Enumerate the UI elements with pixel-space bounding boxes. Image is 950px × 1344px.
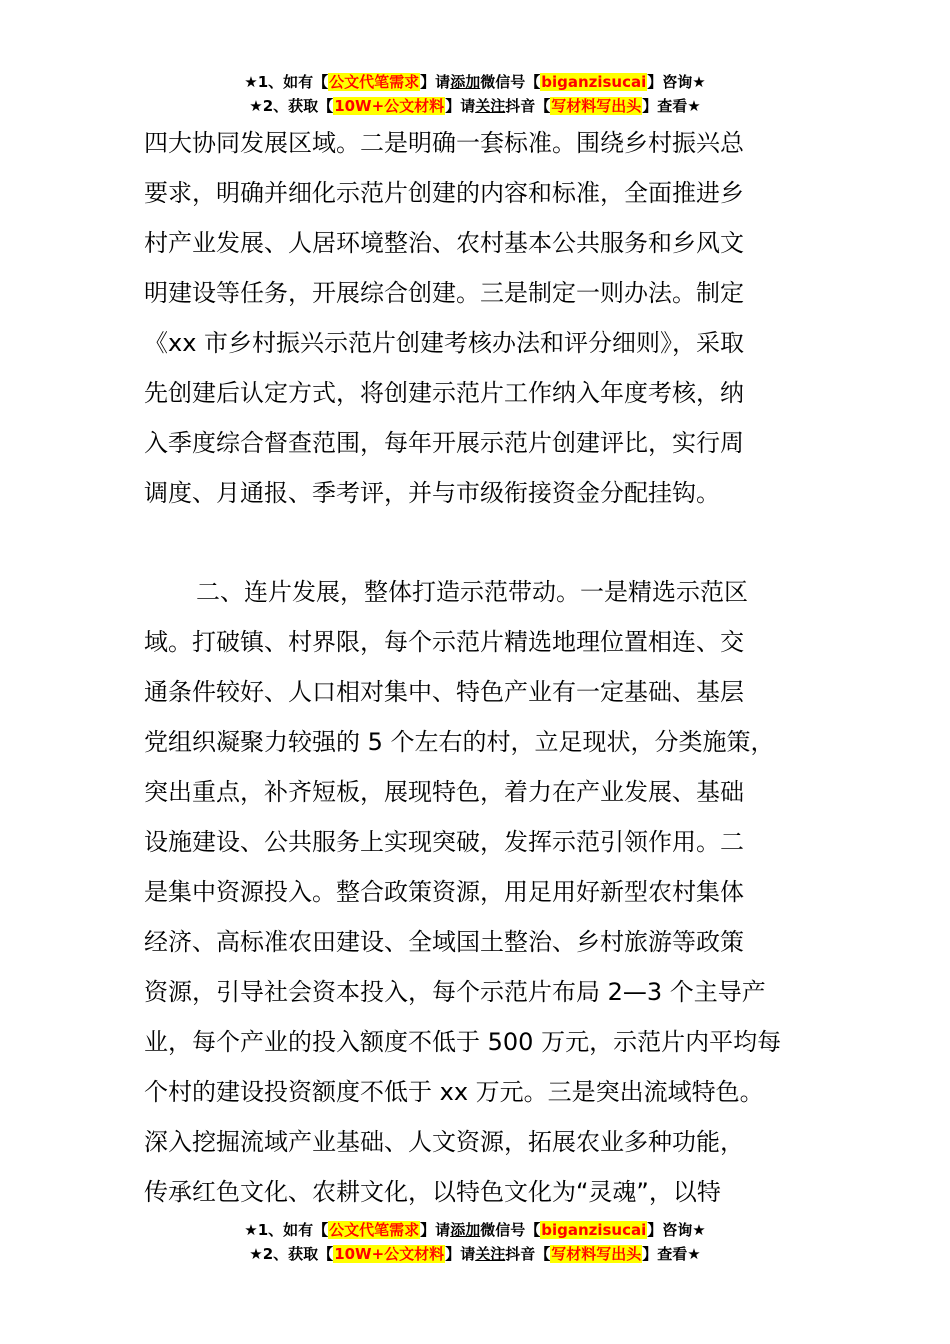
banner-text: ★2、获取【	[249, 1245, 334, 1263]
highlight-ghostwriting: 公文代笔需求	[329, 1221, 420, 1239]
text-line: 资源，引导社会资本投入，每个示范片布局 2—3 个主导产	[144, 978, 766, 1006]
text-line: 通条件较好、人口相对集中、特色产业有一定基础、基层	[144, 678, 744, 706]
text-line: 党组织凝聚力较强的 5 个左右的村，立足现状，分类施策，	[144, 728, 775, 756]
text-line: 域。打破镇、村界限，每个示范片精选地理位置相连、交	[144, 628, 744, 656]
text-line: 村产业发展、人居环境整治、农村基本公共服务和乡风文	[144, 229, 744, 257]
text-line: 《xx 市乡村振兴示范片创建考核办法和评分细则》，采取	[144, 329, 745, 357]
body-paragraph-2	[144, 567, 808, 1217]
banner-line-1	[0, 70, 950, 94]
highlight-ghostwriting: 公文代笔需求	[329, 73, 420, 91]
text-line: 个村的建设投资额度不低于 xx 万元。三是突出流域特色。	[144, 1078, 764, 1106]
text-line: 四大协同发展区域。二是明确一套标准。围绕乡村振兴总	[144, 129, 744, 157]
banner-text: 微信号【	[480, 1221, 541, 1239]
highlight-materials: 10W+公文材料	[334, 97, 445, 115]
banner-text: 微信号【	[480, 73, 541, 91]
section-heading-line: 二、连片发展，整体打造示范带动。一是精选示范区	[196, 578, 748, 606]
banner-text: 】请	[445, 1245, 476, 1263]
banner-text: ★1、如有【	[244, 73, 329, 91]
text-line: 深入挖掘流域产业基础、人文资源，拓展农业多种功能，	[144, 1128, 744, 1156]
highlight-douyin-account: 写材料写出头	[551, 97, 642, 115]
text-line: 先创建后认定方式，将创建示范片工作纳入年度考核，纳	[144, 379, 744, 407]
banner-line-2	[0, 1242, 950, 1266]
banner-text: ★2、获取【	[249, 97, 334, 115]
banner-underlined-text: 添加	[450, 1221, 481, 1239]
banner-underlined-text: 添加	[450, 73, 481, 91]
banner-text: 】请	[420, 1221, 451, 1239]
footer-banner	[0, 1218, 950, 1266]
text-line: 设施建设、公共服务上实现突破，发挥示范引领作用。二	[144, 828, 744, 856]
banner-underlined-text: 关注	[475, 1245, 506, 1263]
highlight-materials: 10W+公文材料	[334, 1245, 445, 1263]
banner-text: 】请	[445, 97, 476, 115]
highlight-wechat-id: biganzisucai	[541, 1221, 647, 1239]
header-banner	[0, 70, 950, 118]
body-paragraph-1	[144, 118, 808, 518]
text-line: 调度、月通报、季考评，并与市级衔接资金分配挂钩。	[144, 479, 720, 507]
text-line: 经济、高标准农田建设、全域国土整治、乡村旅游等政策	[144, 928, 744, 956]
banner-text: 】请	[420, 73, 451, 91]
text-line: 传承红色文化、农耕文化，以特色文化为“灵魂”，以特	[144, 1178, 721, 1206]
banner-text: 抖音【	[505, 97, 551, 115]
highlight-douyin-account: 写材料写出头	[551, 1245, 642, 1263]
text-line: 明建设等任务，开展综合创建。三是制定一则办法。制定	[144, 279, 744, 307]
banner-underlined-text: 关注	[475, 97, 506, 115]
text-line: 是集中资源投入。整合政策资源，用足用好新型农村集体	[144, 878, 744, 906]
text-line: 入季度综合督查范围，每年开展示范片创建评比，实行周	[144, 429, 744, 457]
text-line: 突出重点，补齐短板，展现特色，着力在产业发展、基础	[144, 778, 744, 806]
banner-text: 】咨询★	[647, 1221, 706, 1239]
banner-text: 】咨询★	[647, 73, 706, 91]
highlight-wechat-id: biganzisucai	[541, 73, 647, 91]
banner-text: 】查看★	[642, 1245, 701, 1263]
banner-text: 】查看★	[642, 97, 701, 115]
banner-text: 抖音【	[505, 1245, 551, 1263]
text-line: 业，每个产业的投入额度不低于 500 万元，示范片内平均每	[144, 1028, 782, 1056]
text-line: 要求，明确并细化示范片创建的内容和标准，全面推进乡	[144, 179, 744, 207]
banner-line-1	[0, 1218, 950, 1242]
banner-line-2	[0, 94, 950, 118]
banner-text: ★1、如有【	[244, 1221, 329, 1239]
